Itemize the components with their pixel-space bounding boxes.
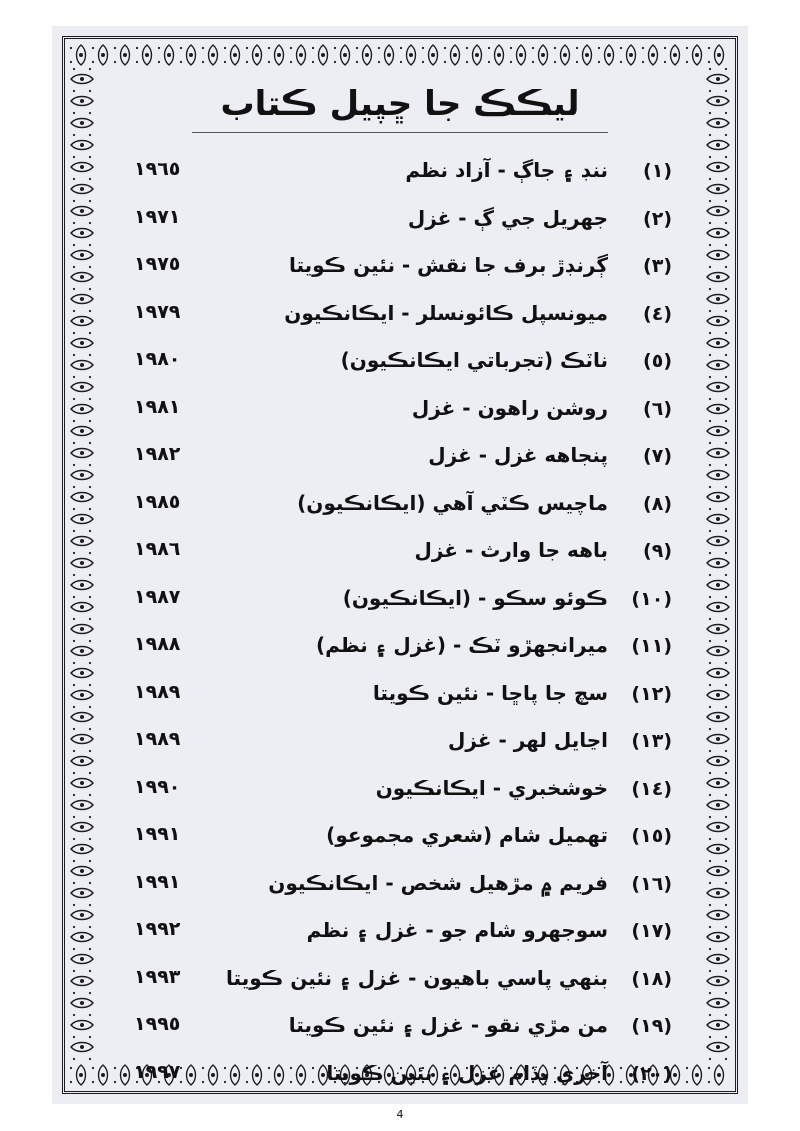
title-underline <box>192 132 608 133</box>
list-item <box>114 344 686 392</box>
ornamental-border-top <box>70 42 730 68</box>
book-title: باهه جا وارث - غزل <box>414 538 608 562</box>
publication-year: ١٩٨٢ <box>134 443 181 465</box>
book-title: ڪوئو سڪو - (ايڪانڪيون) <box>342 585 608 610</box>
book-title: روشن راهون - غزل <box>411 395 608 420</box>
list-item <box>114 534 686 582</box>
list-item <box>114 819 686 867</box>
page-title: ليڪڪ جا ڇپيل ڪتاب <box>220 84 580 124</box>
item-number: (٤) <box>643 302 672 325</box>
item-number: (١٣) <box>631 730 672 752</box>
list-item <box>114 582 686 630</box>
publication-year: ١٩٦٥ <box>134 158 181 180</box>
item-number: (١٠) <box>631 587 672 610</box>
list-item <box>114 154 686 202</box>
publication-year: ١٩٩٥ <box>134 1013 181 1035</box>
item-number: (١٨) <box>631 967 672 990</box>
list-item <box>114 487 686 535</box>
book-title: ماچيس ڪٽي آهي (ايڪانڪيون) <box>297 490 608 515</box>
item-number: (٧) <box>643 445 672 467</box>
book-title: فريم ۾ مڙهيل شخص - ايڪانڪيون <box>268 870 608 895</box>
item-number: (٢٠) <box>631 1062 672 1085</box>
item-number: (١) <box>643 160 672 182</box>
publication-year: ١٩٩٢ <box>134 918 181 940</box>
list-item <box>114 962 686 1010</box>
book-title: ننڊ ۽ جاڳ - آزاد نظم <box>405 158 608 182</box>
publication-year: ١٩٧١ <box>134 205 181 228</box>
book-title: ميونسپل ڪائونسلر - ايڪانڪيون <box>284 300 608 325</box>
book-title: سوجهرو شام جو - غزل ۽ نظم <box>306 918 608 942</box>
book-title: بنهي پاسي باهيون - غزل ۽ نئين ڪويتا <box>226 965 608 990</box>
item-number: (٣) <box>643 255 672 277</box>
book-title: من مڙي نقو - غزل ۽ نئين ڪويتا <box>288 1013 608 1037</box>
publication-year: ١٩٩٣ <box>134 965 181 988</box>
item-number: (١٥) <box>631 825 672 847</box>
publication-year: ١٩٨٦ <box>134 538 181 560</box>
item-number: (١٦) <box>631 872 672 895</box>
publication-year: ١٩٨٨ <box>134 633 181 655</box>
book-title: ميرانجهڙو ٽڪ - (غزل ۽ نظم) <box>315 633 608 657</box>
item-number: (٨) <box>643 492 672 515</box>
item-number: (١٤) <box>631 777 672 800</box>
ornamental-border-left <box>68 68 96 1062</box>
book-title: آخري ٻڏام غزل ۽ نئين ڪويتا <box>326 1060 608 1085</box>
book-title: پنجاهه غزل - غزل <box>428 443 608 467</box>
book-title: ڳرنڊڙ برف جا نقش - نئين ڪويتا <box>288 253 608 277</box>
list-item <box>114 677 686 725</box>
list-item <box>114 772 686 820</box>
item-number: (١٢) <box>631 682 672 705</box>
page-number: 4 <box>396 1108 404 1121</box>
book-title: ناٽڪ (تجرباتي ايڪانڪيون) <box>340 348 608 372</box>
book-title: سچ جا پاڇا - نئين ڪويتا <box>372 680 608 705</box>
book-list <box>114 154 686 1104</box>
list-item <box>114 297 686 345</box>
publication-year: ١٩٧٥ <box>134 253 181 275</box>
book-page <box>52 26 748 1104</box>
list-item <box>114 1057 686 1105</box>
publication-year: ١٩٨١ <box>134 395 181 418</box>
publication-year: ١٩٨٩ <box>134 680 181 703</box>
book-title: تهميل شام (شعري مجموعو) <box>326 823 608 847</box>
publication-year: ١٩٨٩ <box>134 728 181 750</box>
item-number: (١٧) <box>631 920 672 942</box>
item-number: (٢) <box>643 207 672 230</box>
publication-year: ١٩٧٩ <box>134 300 181 323</box>
publication-year: ١٩٩٧ <box>134 1060 181 1083</box>
list-item <box>114 724 686 772</box>
list-item <box>114 249 686 297</box>
list-item <box>114 392 686 440</box>
publication-year: ١٩٨٠ <box>134 348 181 370</box>
item-number: (١٩) <box>631 1015 672 1037</box>
list-item <box>114 629 686 677</box>
item-number: (١١) <box>631 635 672 657</box>
publication-year: ١٩٩١ <box>134 823 181 845</box>
book-title: جهريل جي ڳ - غزل <box>407 205 608 230</box>
list-item <box>114 202 686 250</box>
book-title: خوشخبري - ايڪانڪيون <box>375 775 608 800</box>
ornamental-border-right <box>704 68 732 1062</box>
list-item <box>114 867 686 915</box>
item-number: (٩) <box>643 540 672 562</box>
list-item <box>114 439 686 487</box>
publication-year: ١٩٩٠ <box>134 775 181 798</box>
item-number: (٥) <box>643 350 672 372</box>
item-number: (٦) <box>643 397 672 420</box>
publication-year: ١٩٨٥ <box>134 490 181 513</box>
publication-year: ١٩٨٧ <box>134 585 181 608</box>
book-title: اڃايل لهر - غزل <box>448 728 608 752</box>
publication-year: ١٩٩١ <box>134 870 181 893</box>
list-item <box>114 914 686 962</box>
list-item <box>114 1009 686 1057</box>
